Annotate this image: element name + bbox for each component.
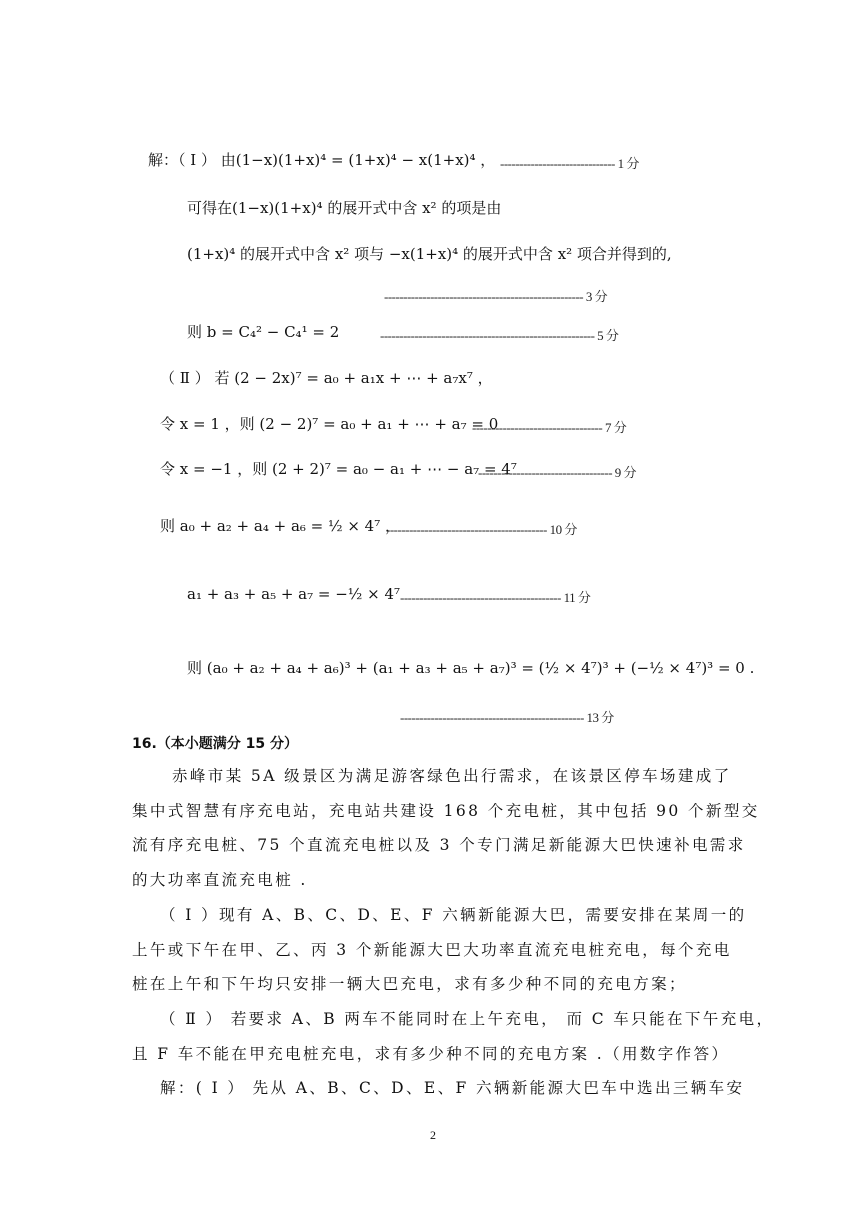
part2-line: （ Ⅱ ） 若 (2 − 2x)⁷ = a₀ + a₁x + ⋯ + a₇x⁷ ， [160,369,493,387]
problem-16-para-3: 流有序充电桩、75 个直流充电桩以及 3 个专门满足新能源大巴快速补电需求 [132,836,746,854]
even-sum-line: 则 a₀ + a₂ + a₄ + a₆ = ½ × 4⁷ ， [160,517,400,535]
score-13: ------------------------------------------------ 13 分 [400,710,614,725]
problem-16-para-1: 赤峰市某 5A 级景区为满足游客绿色出行需求，在该景区停车场建成了 [172,767,732,785]
solution-part1-line [148,150,495,170]
score-5: -------------------------------------------------------- 5 分 [380,328,619,343]
problem-16-part1-line-3: 桩在上午和下午均只安排一辆大巴充电，求有多少种不同的充电方案； [132,975,687,993]
score-9: ----------------------------------- 9 分 [478,465,637,480]
score-10: ------------------------------------------ 10 分 [386,522,577,537]
problem-16-part2-line-1: （ Ⅱ ） 若要求 A、B 两车不能同时在上午充电， 而 C 车只能在下午充电， [160,1010,775,1028]
problem-16-part1-line-2: 上午或下午在甲、乙、丙 3 个新能源大巴大功率直流充电桩充电，每个充电 [132,941,732,959]
page-number: 2 [430,1128,436,1142]
problem-16-para-4: 的大功率直流充电桩 . [132,871,308,889]
expand-line-1: 可得在(1−x)(1+x)⁴ 的展开式中含 x² 的项是由 [187,199,502,217]
problem-16-solution-start: 解：( Ⅰ ） 先从 A、B、C、D、E、F 六辆新能源大巴车中选出三辆车安 [160,1079,745,1097]
problem-16-para-2: 集中式智慧有序充电站，充电站共建设 168 个充电桩，其中包括 90 个新型交 [132,802,760,820]
odd-sum-line: a₁ + a₃ + a₅ + a₇ = −½ × 4⁷ [187,585,401,603]
b-value-line: 则 b = C₄² − C₄¹ = 2 [187,323,340,341]
final-equation-line: 则 (a₀ + a₂ + a₄ + a₆)³ + (a₁ + a₃ + a₅ + a₇)³ = (½ × 4⁷)³ + (−½ × 4⁷)³ = 0 . [187,659,755,677]
part1-text: 解：（ Ⅰ ） 由(1−x)(1+x)⁴ = (1+x)⁴ − x(1+x)⁴ ， [148,151,496,169]
score-3: ---------------------------------------------------- 3 分 [384,289,608,304]
problem-16-part2-line-2: 且 F 车不能在甲充电桩充电，求有多少种不同的充电方案 .（用数字作答） [132,1045,730,1063]
score-1: ------------------------------ 1 分 [500,156,639,171]
problem-16-part1-line-1: （ Ⅰ ）现有 A、B、C、D、E、F 六辆新能源大巴，需要安排在某周一的 [160,906,747,924]
problem-16-heading: 16.（本小题满分 15 分） [132,736,299,752]
score-7: ---------------------------------- 7 分 [472,420,627,435]
let-x-minus1-line: 令 x = −1 ，则 (2 + 2)⁷ = a₀ − a₁ + ⋯ − a₇ = 4⁷ [160,460,517,478]
expand-line-2: (1+x)⁴ 的展开式中含 x² 项与 −x(1+x)⁴ 的展开式中含 x² 项合并得到的, [187,245,672,263]
score-11: ------------------------------------------ 11 分 [400,590,591,605]
let-x-1-line: 令 x = 1 ，则 (2 − 2)⁷ = a₀ + a₁ + ⋯ + a₇ = 0 [160,415,499,433]
